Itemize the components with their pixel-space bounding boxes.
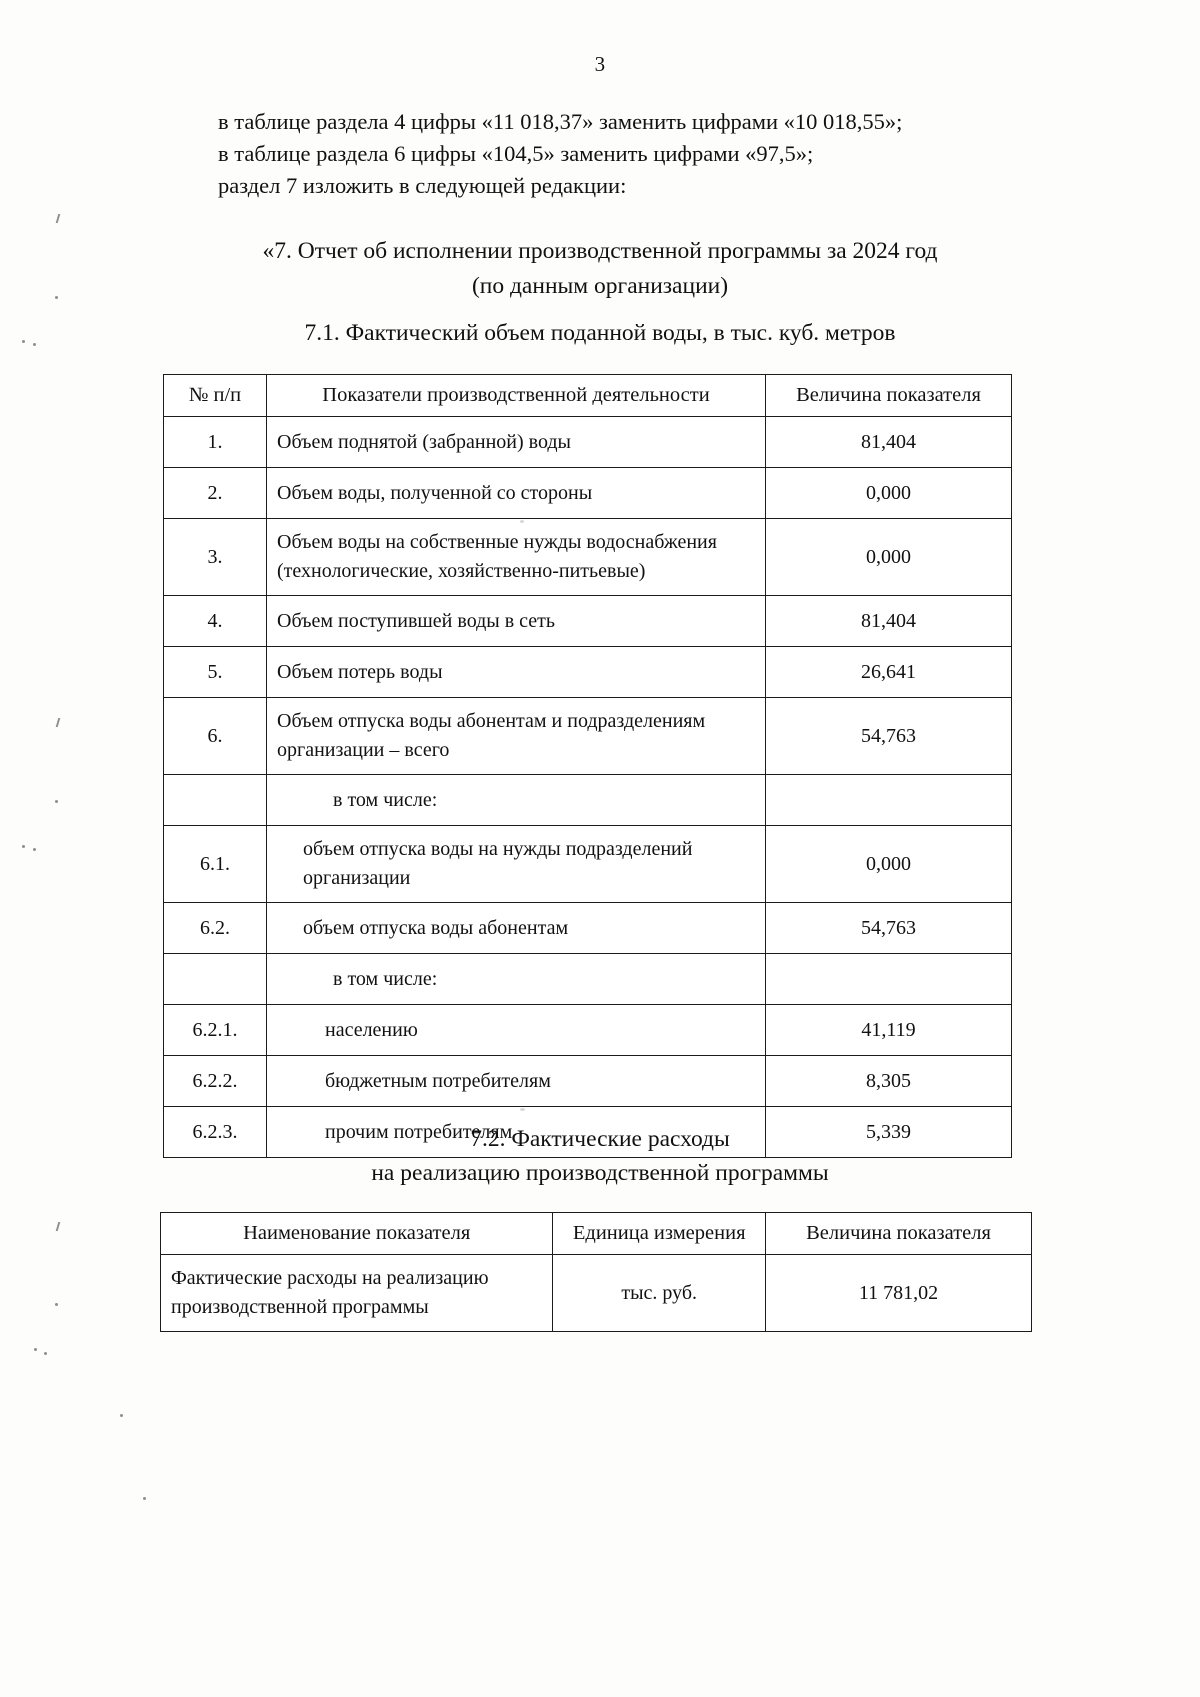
- row-indicator-cell: населению: [267, 1005, 766, 1056]
- row-indicator-cell: Объем воды на собственные нужды водоснабжения (технологические, хозяйственно-питьевые): [267, 519, 766, 596]
- row-indicator-cell: объем отпуска воды абонентам: [267, 903, 766, 954]
- table-row: [164, 1005, 1012, 1056]
- row-number-cell: 2.: [164, 468, 267, 519]
- header-cell-value: Величина показателя: [766, 1213, 1032, 1255]
- expenses-table-head: [161, 1213, 1032, 1255]
- header-cell-indicator: Показатели производственной деятельности: [267, 375, 766, 417]
- table-row: [164, 698, 1012, 775]
- table-row: [164, 468, 1012, 519]
- row-number-cell: 6.2.2.: [164, 1056, 267, 1107]
- row-value-cell: 8,305: [766, 1056, 1012, 1107]
- table-row: [164, 903, 1012, 954]
- table-row: [164, 954, 1012, 1005]
- section-72-title: [0, 1122, 1200, 1190]
- scan-artifact: [55, 800, 58, 803]
- row-indicator-cell: Объем отпуска воды абонентам и подразделениям организации – всего: [267, 698, 766, 775]
- expenses-table: [160, 1212, 1032, 1332]
- section-71-title: 7.1. Фактический объем поданной воды, в тыс. куб. метров: [304, 320, 896, 346]
- scan-artifact: [56, 214, 61, 223]
- row-value-cell: 11 781,02: [766, 1255, 1032, 1332]
- scan-artifact: [55, 296, 58, 299]
- intro-line-3: раздел 7 изложить в следующей редакции:: [218, 173, 627, 198]
- header-cell-value: Величина показателя: [766, 375, 1012, 417]
- row-value-cell: 0,000: [766, 519, 1012, 596]
- row-unit-cell: тыс. руб.: [553, 1255, 766, 1332]
- row-indicator-cell: Объем потерь воды: [267, 647, 766, 698]
- table-row: [164, 1056, 1012, 1107]
- row-number-cell: [164, 954, 267, 1005]
- table-row: [164, 596, 1012, 647]
- row-value-cell: 81,404: [766, 417, 1012, 468]
- row-indicator-cell: объем отпуска воды на нужды подразделений организации: [267, 826, 766, 903]
- header-cell-unit: Единица измерения: [553, 1213, 766, 1255]
- row-indicator-cell: Фактические расходы на реализацию производственной программы: [161, 1255, 553, 1332]
- table-row: [161, 1255, 1032, 1332]
- section-71-table-container: [163, 374, 1012, 1158]
- row-number-cell: 3.: [164, 519, 267, 596]
- row-value-cell: 5,339: [766, 1107, 1012, 1158]
- row-value-cell: [766, 954, 1012, 1005]
- row-number-cell: 6.2.: [164, 903, 267, 954]
- section-72-title-line-2: на реализацию производственной программы: [371, 1160, 829, 1186]
- scan-artifact: [55, 1303, 58, 1306]
- section-72-title-line-1: 7.2. Фактические расходы: [470, 1126, 730, 1152]
- scan-artifact: [44, 1352, 47, 1355]
- row-indicator-cell: Объем воды, полученной со стороны: [267, 468, 766, 519]
- row-value-cell: 81,404: [766, 596, 1012, 647]
- scan-artifact: [34, 1348, 37, 1351]
- row-value-cell: 26,641: [766, 647, 1012, 698]
- row-indicator-cell: прочим потребителям: [267, 1107, 766, 1158]
- scan-artifact: [520, 520, 524, 523]
- table-row: [164, 417, 1012, 468]
- row-number-cell: 5.: [164, 647, 267, 698]
- table-header-row: [161, 1213, 1032, 1255]
- row-value-cell: 0,000: [766, 826, 1012, 903]
- row-value-cell: [766, 775, 1012, 826]
- table-row: [164, 775, 1012, 826]
- scan-artifact: [33, 343, 36, 346]
- report-heading-line-1: «7. Отчет об исполнении производственной программы за 2024 год: [262, 238, 938, 264]
- report-heading: [0, 234, 1200, 304]
- intro-line-2: в таблице раздела 6 цифры «104,5» заменить цифрами «97,5»;: [218, 141, 814, 166]
- row-number-cell: 6.1.: [164, 826, 267, 903]
- table-row: [164, 826, 1012, 903]
- table-row: [164, 519, 1012, 596]
- scan-artifact: [520, 1108, 525, 1111]
- header-cell-indicator-name: Наименование показателя: [161, 1213, 553, 1255]
- scan-artifact: [143, 1497, 146, 1500]
- report-heading-line-2: (по данным организации): [471, 273, 729, 299]
- intro-line-1: в таблице раздела 4 цифры «11 018,37» заменить цифрами «10 018,55»;: [218, 109, 903, 134]
- row-indicator-cell: Объем поднятой (забранной) воды: [267, 417, 766, 468]
- scan-artifact: [120, 1414, 123, 1417]
- table-row: [164, 647, 1012, 698]
- row-indicator-cell: в том числе:: [267, 954, 766, 1005]
- scan-artifact: [56, 718, 61, 727]
- row-number-cell: 4.: [164, 596, 267, 647]
- row-value-cell: 54,763: [766, 903, 1012, 954]
- scan-artifact: [22, 845, 25, 848]
- row-number-cell: 6.2.3.: [164, 1107, 267, 1158]
- row-value-cell: 41,119: [766, 1005, 1012, 1056]
- intro-paragraph: [218, 106, 1008, 202]
- row-number-cell: 1.: [164, 417, 267, 468]
- scan-artifact: [22, 340, 25, 343]
- row-value-cell: 0,000: [766, 468, 1012, 519]
- page-number: 3: [594, 52, 606, 76]
- row-number-cell: 6.: [164, 698, 267, 775]
- row-number-cell: [164, 775, 267, 826]
- water-volume-table-head: [164, 375, 1012, 417]
- row-indicator-cell: в том числе:: [267, 775, 766, 826]
- row-indicator-cell: Объем поступившей воды в сеть: [267, 596, 766, 647]
- expenses-table-body: [161, 1255, 1032, 1332]
- section-72-table-container: [160, 1212, 1032, 1332]
- header-cell-number: № п/п: [164, 375, 267, 417]
- scan-artifact: [33, 848, 36, 851]
- table-header-row: [164, 375, 1012, 417]
- row-indicator-cell: бюджетным потребителям: [267, 1056, 766, 1107]
- row-value-cell: 54,763: [766, 698, 1012, 775]
- row-number-cell: 6.2.1.: [164, 1005, 267, 1056]
- water-volume-table-body: [164, 417, 1012, 1158]
- scan-artifact: [56, 1222, 61, 1231]
- water-volume-table: [163, 374, 1012, 1158]
